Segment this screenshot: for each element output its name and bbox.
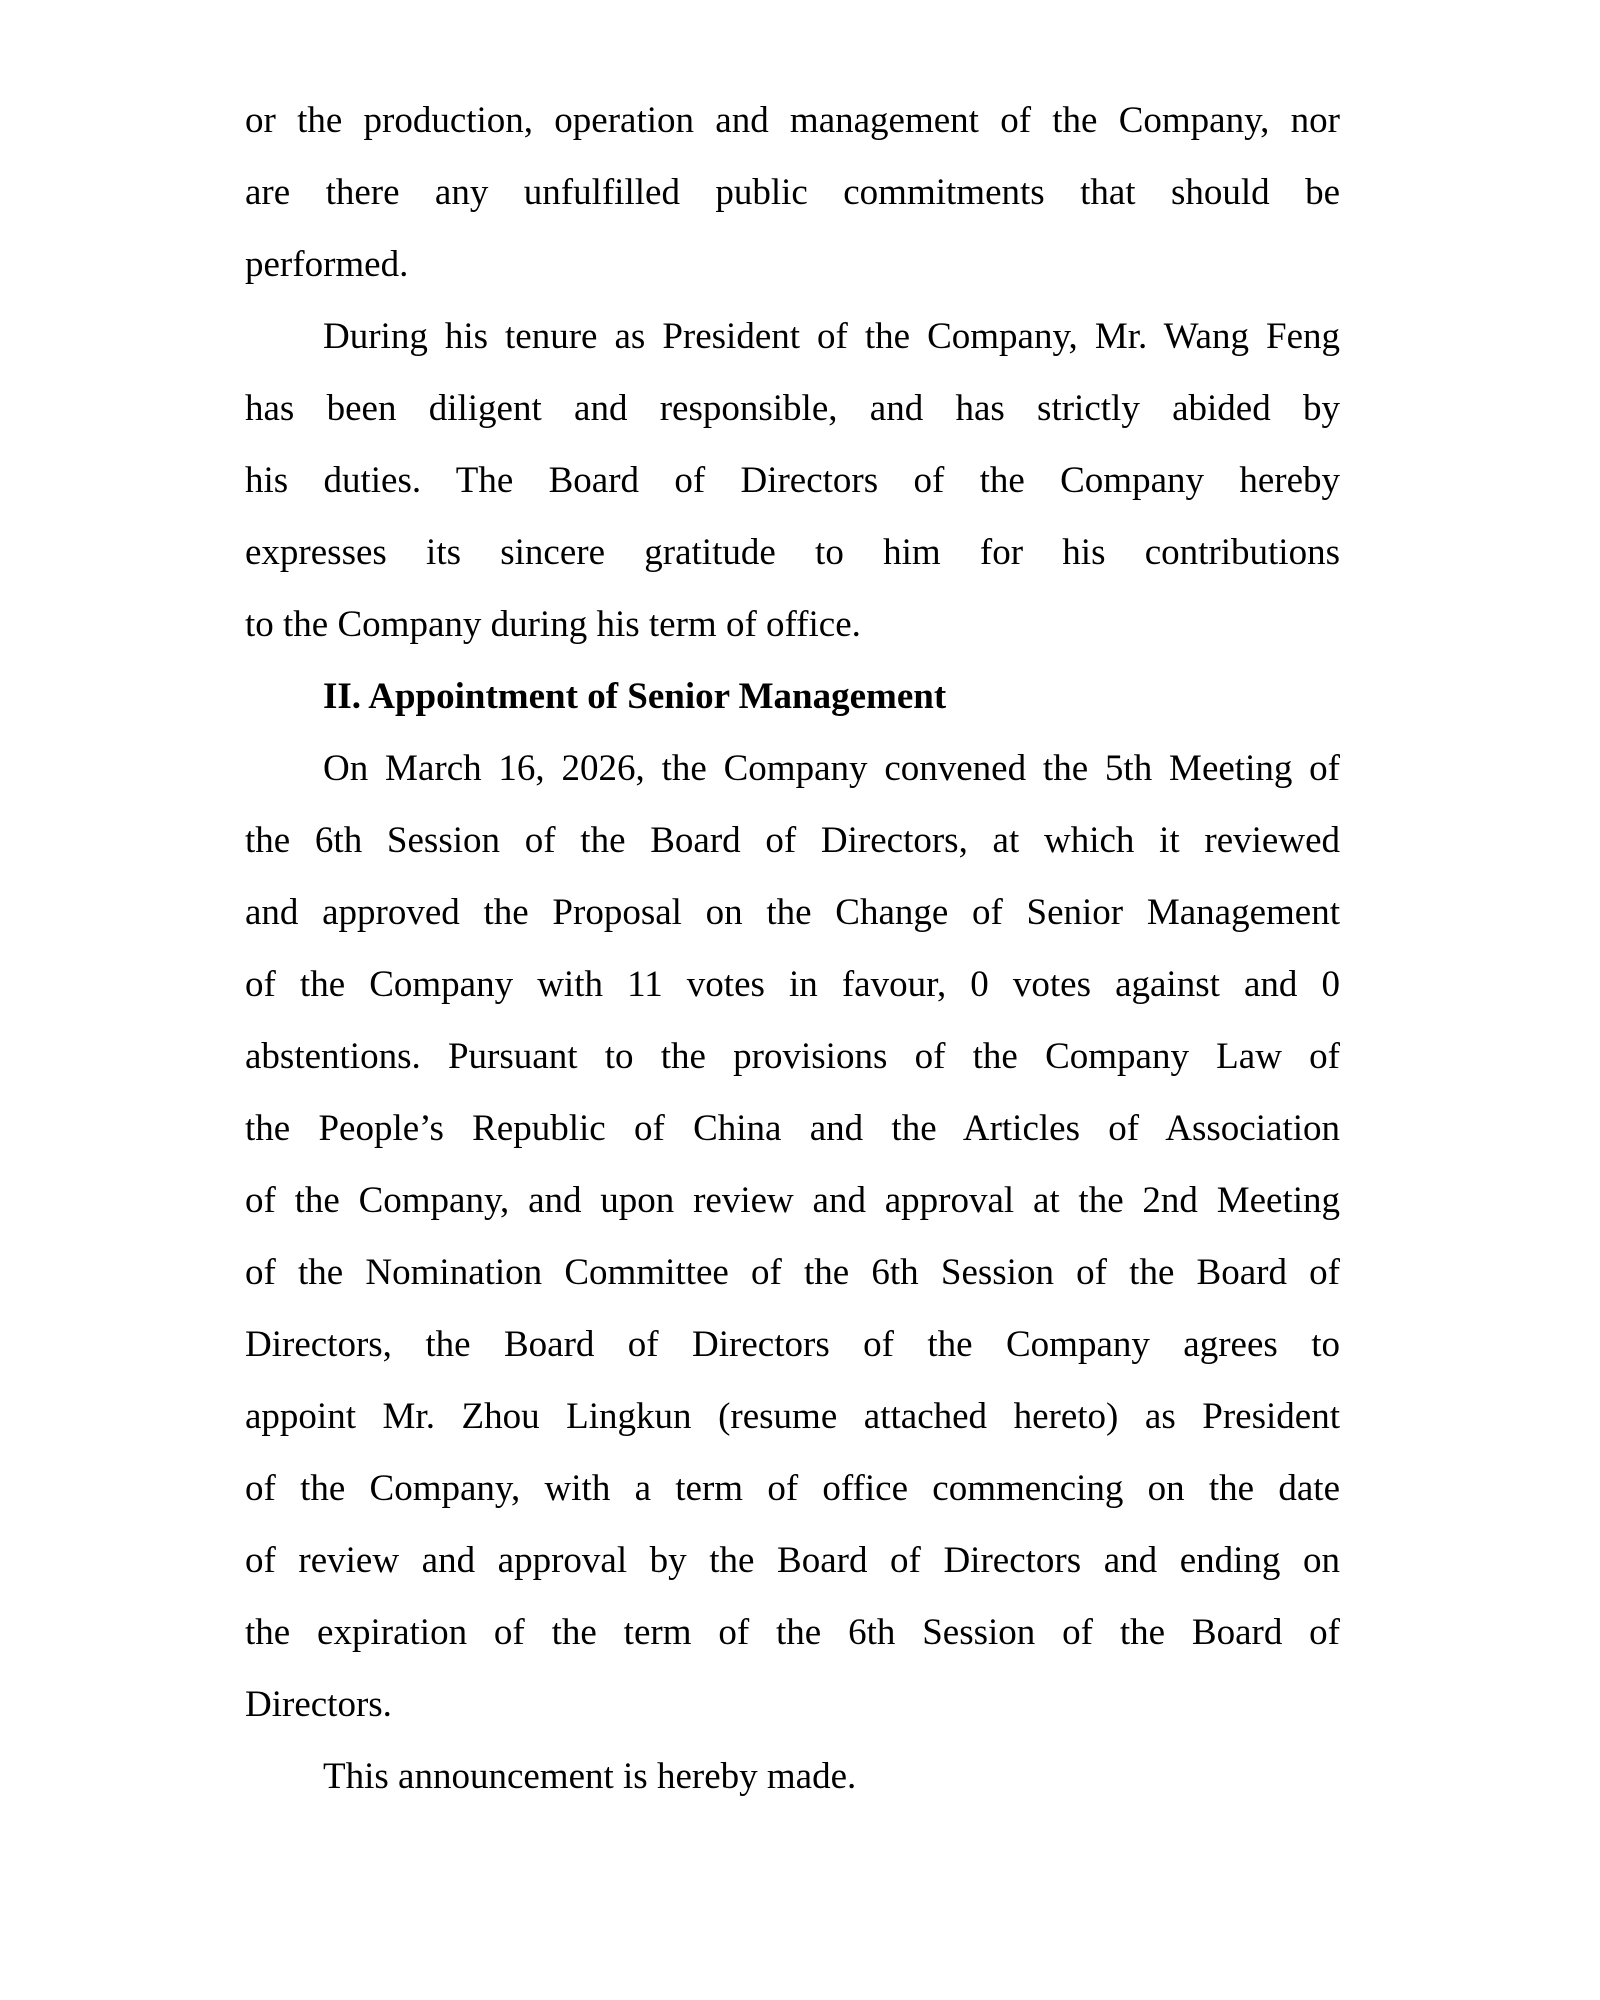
text-line: the expiration of the term of the 6th Session of the Board of <box>245 1612 1340 1653</box>
text-line: or the production, operation and management of the Company, nor <box>245 100 1340 141</box>
text-line: expresses its sincere gratitude to him for his contributions <box>245 532 1340 573</box>
text-line: his duties. The Board of Directors of the Company hereby <box>245 460 1340 501</box>
paragraph <box>245 85 1340 301</box>
paragraph <box>245 733 1340 1741</box>
text-line: On March 16, 2026, the Company convened the 5th Meeting of <box>323 748 1340 789</box>
paragraph <box>245 1741 1340 1813</box>
text-line: II. Appointment of Senior Management <box>323 676 947 717</box>
text-line: has been diligent and responsible, and has strictly abided by <box>245 388 1340 429</box>
text-line: the 6th Session of the Board of Directors, at which it reviewed <box>245 820 1340 861</box>
text-line: performed. <box>245 244 409 285</box>
section-heading <box>245 661 1340 733</box>
text-line: abstentions. Pursuant to the provisions of the Company Law of <box>245 1036 1340 1077</box>
text-line: to the Company during his term of office. <box>245 604 861 645</box>
text-line: of the Company, and upon review and approval at the 2nd Meeting <box>245 1180 1340 1221</box>
text-line: of the Company, with a term of office commencing on the date <box>245 1468 1340 1509</box>
text-line: appoint Mr. Zhou Lingkun (resume attached hereto) as President <box>245 1396 1340 1437</box>
text-line: are there any unfulfilled public commitments that should be <box>245 172 1340 213</box>
text-line: of the Nomination Committee of the 6th Session of the Board of <box>245 1252 1340 1293</box>
paragraph <box>245 301 1340 661</box>
text-line: of the Company with 11 votes in favour, 0 votes against and 0 <box>245 964 1340 1005</box>
text-line: of review and approval by the Board of Directors and ending on <box>245 1540 1340 1581</box>
text-line: and approved the Proposal on the Change of Senior Management <box>245 892 1340 933</box>
text-line: Directors. <box>245 1684 392 1725</box>
text-line: the People’s Republic of China and the Articles of Association <box>245 1108 1340 1149</box>
document-body <box>245 85 1340 1813</box>
text-line: During his tenure as President of the Company, Mr. Wang Feng <box>323 316 1340 357</box>
text-line: Directors, the Board of Directors of the Company agrees to <box>245 1324 1340 1365</box>
text-line: This announcement is hereby made. <box>323 1756 857 1797</box>
